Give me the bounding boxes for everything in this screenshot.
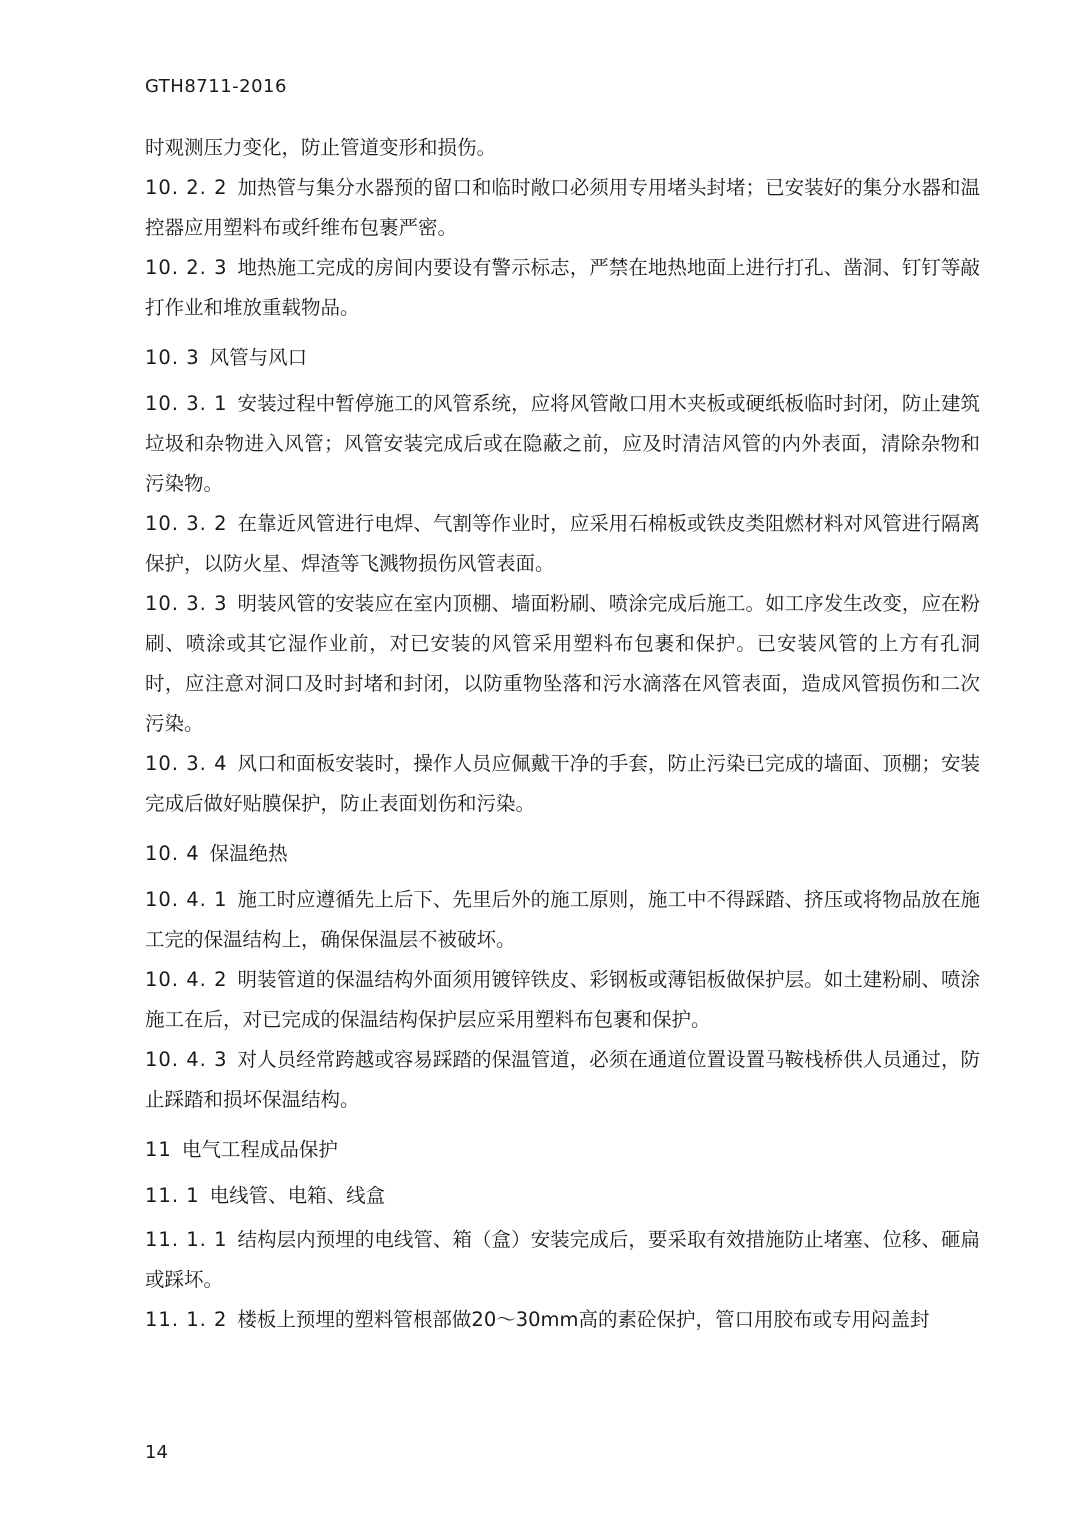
clause-number: 10. 3. 2 [145, 512, 228, 535]
clause-text: 风管与风口 [209, 346, 308, 369]
section-heading [145, 1130, 980, 1170]
clause-paragraph [145, 960, 980, 1040]
clause-text: 地热施工完成的房间内要设有警示标志，严禁在地热地面上进行打孔、凿洞、钉钉等敲打作业和堆放重载物品。 [145, 256, 980, 319]
clause-paragraph [145, 504, 980, 584]
clause-number: 11 [145, 1138, 172, 1161]
clause-paragraph [145, 1220, 980, 1300]
clause-number: 10. 4 [145, 842, 200, 865]
clause-number: 11. 1. 1 [145, 1228, 228, 1251]
clause-text: 施工时应遵循先上后下、先里后外的施工原则，施工中不得踩踏、挤压或将物品放在施工完的保温结构上，确保保温层不被破坏。 [145, 888, 980, 951]
clause-paragraph [145, 248, 980, 328]
page-number: 14 [145, 1442, 168, 1463]
standard-code-header: GTH8711-2016 [145, 76, 287, 97]
clause-text: 明装风管的安装应在室内顶棚、墙面粉刷、喷涂完成后施工。如工序发生改变，应在粉刷、喷涂或其它湿作业前，对已安装的风管采用塑料布包裹和保护。已安装风管的上方有孔洞时，应注意对洞口及时封堵和封闭，以防重物坠落和污水滴落在风管表面，造成风管损伤和二次污染。 [145, 592, 980, 735]
clause-number: 10. 4. 3 [145, 1048, 228, 1071]
section-heading [145, 834, 980, 874]
clause-number: 10. 3. 4 [145, 752, 228, 775]
clause-text: 电线管、电箱、线盒 [209, 1184, 386, 1207]
clause-number: 10. 2. 3 [145, 256, 228, 279]
clause-text: 安装过程中暂停施工的风管系统，应将风管敞口用木夹板或硬纸板临时封闭，防止建筑垃圾和杂物进入风管；风管安装完成后或在隐蔽之前，应及时清洁风管的内外表面，清除杂物和污染物。 [145, 392, 980, 495]
clause-number: 10. 3. 1 [145, 392, 228, 415]
clause-paragraph [145, 584, 980, 744]
clause-text: 楼板上预埋的塑料管根部做20～30mm高的素砼保护，管口用胶布或专用闷盖封 [237, 1308, 930, 1331]
clause-paragraph [145, 744, 980, 824]
clause-paragraph [145, 880, 980, 960]
section-heading [145, 338, 980, 378]
clause-text: 对人员经常跨越或容易踩踏的保温管道，必须在通道位置设置马鞍栈桥供人员通过，防止踩踏和损坏保温结构。 [145, 1048, 980, 1111]
clause-number: 10. 3. 3 [145, 592, 228, 615]
clause-text: 时观测压力变化，防止管道变形和损伤。 [145, 136, 497, 159]
clause-text: 明装管道的保温结构外面须用镀锌铁皮、彩钢板或薄铝板做保护层。如土建粉刷、喷涂施工在后，对已完成的保温结构保护层应采用塑料布包裹和保护。 [145, 968, 980, 1031]
clause-text: 风口和面板安装时，操作人员应佩戴干净的手套，防止污染已完成的墙面、顶棚；安装完成后做好贴膜保护，防止表面划伤和污染。 [145, 752, 980, 815]
clause-paragraph [145, 168, 980, 248]
clause-text: 在靠近风管进行电焊、气割等作业时，应采用石棉板或铁皮类阻燃材料对风管进行隔离保护，以防火星、焊渣等飞溅物损伤风管表面。 [145, 512, 980, 575]
subsection-heading [145, 1176, 980, 1216]
clause-paragraph [145, 1300, 980, 1340]
clause-paragraph [145, 384, 980, 504]
clause-text: 加热管与集分水器预的留口和临时敞口必须用专用堵头封堵；已安装好的集分水器和温控器应用塑料布或纤维布包裹严密。 [145, 176, 980, 239]
clause-number: 10. 4. 2 [145, 968, 228, 991]
clause-paragraph [145, 128, 980, 168]
clause-paragraph [145, 1040, 980, 1120]
clause-text: 电气工程成品保护 [181, 1138, 338, 1161]
clause-number: 10. 4. 1 [145, 888, 228, 911]
clause-number: 10. 3 [145, 346, 200, 369]
clause-text: 保温绝热 [209, 842, 288, 865]
clause-number: 10. 2. 2 [145, 176, 228, 199]
document-body [145, 128, 980, 1340]
clause-number: 11. 1 [145, 1184, 200, 1207]
clause-text: 结构层内预埋的电线管、箱（盒）安装完成后，要采取有效措施防止堵塞、位移、砸扁或踩坏。 [145, 1228, 980, 1291]
clause-number: 11. 1. 2 [145, 1308, 228, 1331]
